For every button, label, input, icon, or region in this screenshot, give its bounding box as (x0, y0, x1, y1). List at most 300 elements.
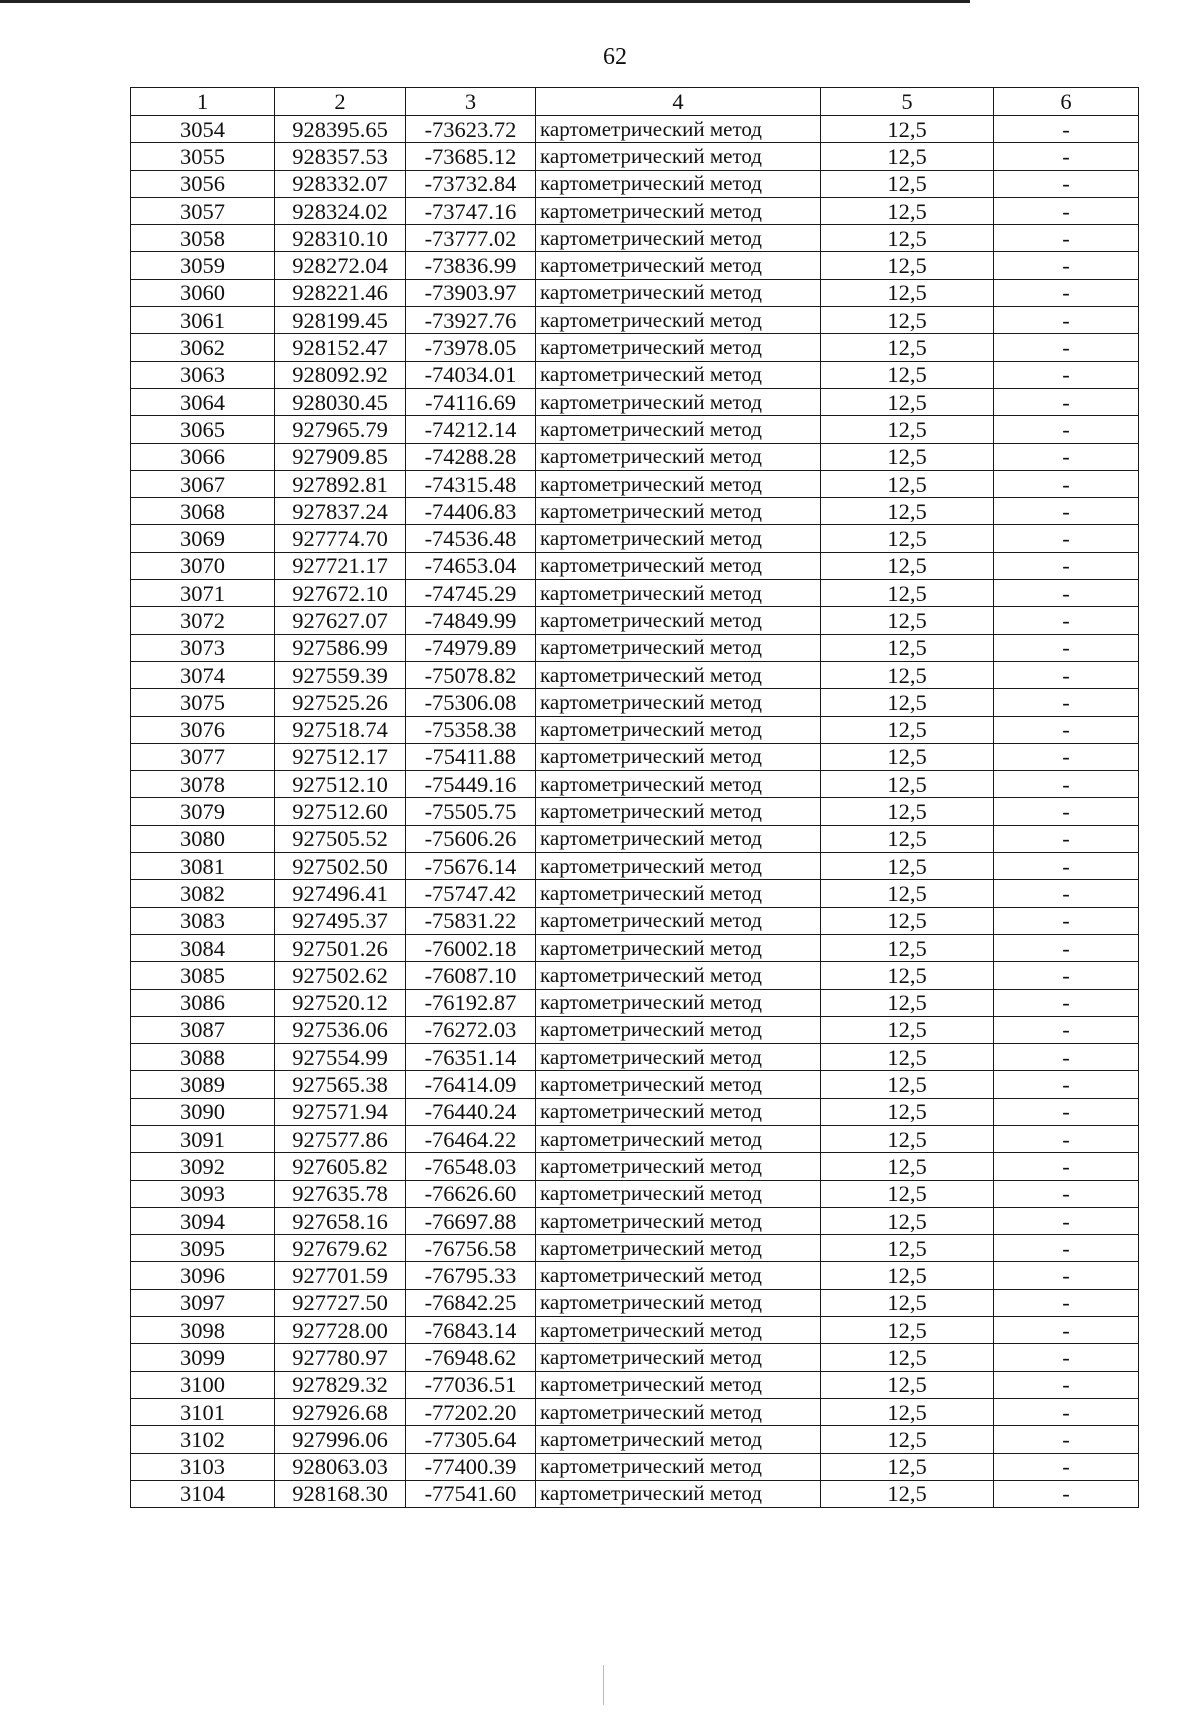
cell-coordinate-y: -76756.58 (406, 1235, 536, 1262)
table-row (131, 853, 1139, 880)
cell-coordinate-y: -73747.16 (406, 197, 536, 224)
cell-method: картометрический метод (536, 1044, 821, 1071)
cell-accuracy: 12,5 (821, 1453, 994, 1480)
cell-note: - (994, 416, 1139, 443)
cell-coordinate-x: 927502.50 (275, 853, 406, 880)
cell-method: картометрический метод (536, 334, 821, 361)
cell-coordinate-y: -73903.97 (406, 279, 536, 306)
cell-accuracy: 12,5 (821, 1125, 994, 1152)
cell-coordinate-y: -73777.02 (406, 225, 536, 252)
cell-accuracy: 12,5 (821, 825, 994, 852)
cell-method: картометрический метод (536, 1262, 821, 1289)
cell-note: - (994, 907, 1139, 934)
cell-method: картометрический метод (536, 1398, 821, 1425)
cell-accuracy: 12,5 (821, 634, 994, 661)
table-row (131, 1371, 1139, 1398)
cell-coordinate-y: -74116.69 (406, 388, 536, 415)
cell-accuracy: 12,5 (821, 1480, 994, 1507)
cell-coordinate-y: -75831.22 (406, 907, 536, 934)
cell-coordinate-x: 927565.38 (275, 1071, 406, 1098)
cell-coordinate-x: 927559.39 (275, 661, 406, 688)
table-row (131, 1044, 1139, 1071)
cell-point-number: 3077 (131, 743, 275, 770)
cell-note: - (994, 580, 1139, 607)
cell-coordinate-x: 927554.99 (275, 1044, 406, 1071)
cell-coordinate-y: -76948.62 (406, 1344, 536, 1371)
cell-coordinate-y: -74406.83 (406, 498, 536, 525)
cell-coordinate-y: -76440.24 (406, 1098, 536, 1125)
cell-point-number: 3068 (131, 498, 275, 525)
cell-point-number: 3087 (131, 1016, 275, 1043)
cell-method: картометрический метод (536, 361, 821, 388)
table-row (131, 580, 1139, 607)
cell-point-number: 3074 (131, 661, 275, 688)
cell-coordinate-y: -73685.12 (406, 143, 536, 170)
table-row (131, 279, 1139, 306)
cell-note: - (994, 334, 1139, 361)
cell-accuracy: 12,5 (821, 143, 994, 170)
table-body (131, 116, 1139, 1508)
cell-point-number: 3085 (131, 962, 275, 989)
cell-note: - (994, 525, 1139, 552)
cell-coordinate-x: 927502.62 (275, 962, 406, 989)
cell-point-number: 3096 (131, 1262, 275, 1289)
cell-coordinate-x: 927892.81 (275, 470, 406, 497)
cell-coordinate-y: -73623.72 (406, 116, 536, 143)
cell-method: картометрический метод (536, 388, 821, 415)
table-row (131, 252, 1139, 279)
cell-accuracy: 12,5 (821, 771, 994, 798)
cell-method: картометрический метод (536, 1016, 821, 1043)
table-row (131, 825, 1139, 852)
cell-point-number: 3059 (131, 252, 275, 279)
table-row (131, 552, 1139, 579)
cell-point-number: 3098 (131, 1317, 275, 1344)
cell-coordinate-y: -77202.20 (406, 1398, 536, 1425)
cell-accuracy: 12,5 (821, 116, 994, 143)
cell-point-number: 3075 (131, 689, 275, 716)
cell-note: - (994, 1153, 1139, 1180)
column-header-3: 3 (406, 88, 536, 116)
cell-coordinate-y: -74288.28 (406, 443, 536, 470)
table-row (131, 143, 1139, 170)
cell-method: картометрический метод (536, 798, 821, 825)
table-row (131, 962, 1139, 989)
cell-note: - (994, 1071, 1139, 1098)
cell-point-number: 3101 (131, 1398, 275, 1425)
cell-coordinate-x: 928395.65 (275, 116, 406, 143)
cell-method: картометрический метод (536, 825, 821, 852)
cell-note: - (994, 716, 1139, 743)
cell-note: - (994, 934, 1139, 961)
cell-coordinate-x: 928030.45 (275, 388, 406, 415)
cell-method: картометрический метод (536, 1207, 821, 1234)
table-row (131, 1317, 1139, 1344)
cell-note: - (994, 552, 1139, 579)
table-row (131, 361, 1139, 388)
cell-accuracy: 12,5 (821, 1398, 994, 1425)
cell-method: картометрический метод (536, 1125, 821, 1152)
cell-method: картометрический метод (536, 143, 821, 170)
cell-accuracy: 12,5 (821, 1371, 994, 1398)
cell-note: - (994, 116, 1139, 143)
cell-accuracy: 12,5 (821, 1317, 994, 1344)
cell-point-number: 3058 (131, 225, 275, 252)
cell-point-number: 3064 (131, 388, 275, 415)
cell-method: картометрический метод (536, 307, 821, 334)
cell-point-number: 3079 (131, 798, 275, 825)
cell-coordinate-x: 927965.79 (275, 416, 406, 443)
cell-point-number: 3103 (131, 1453, 275, 1480)
table-row (131, 934, 1139, 961)
cell-note: - (994, 1235, 1139, 1262)
cell-coordinate-x: 927605.82 (275, 1153, 406, 1180)
cell-accuracy: 12,5 (821, 1098, 994, 1125)
column-header-5: 5 (821, 88, 994, 116)
cell-note: - (994, 798, 1139, 825)
cell-note: - (994, 880, 1139, 907)
cell-accuracy: 12,5 (821, 279, 994, 306)
cell-coordinate-y: -76697.88 (406, 1207, 536, 1234)
cell-coordinate-y: -75078.82 (406, 661, 536, 688)
cell-method: картометрический метод (536, 443, 821, 470)
cell-coordinate-x: 927586.99 (275, 634, 406, 661)
cell-coordinate-x: 927774.70 (275, 525, 406, 552)
cell-point-number: 3061 (131, 307, 275, 334)
cell-point-number: 3093 (131, 1180, 275, 1207)
cell-point-number: 3092 (131, 1153, 275, 1180)
column-header-4: 4 (536, 88, 821, 116)
cell-point-number: 3054 (131, 116, 275, 143)
cell-point-number: 3100 (131, 1371, 275, 1398)
cell-coordinate-x: 927512.10 (275, 771, 406, 798)
cell-note: - (994, 252, 1139, 279)
cell-accuracy: 12,5 (821, 962, 994, 989)
scan-artifact (603, 1665, 604, 1705)
cell-accuracy: 12,5 (821, 607, 994, 634)
cell-accuracy: 12,5 (821, 170, 994, 197)
cell-coordinate-y: -74745.29 (406, 580, 536, 607)
cell-point-number: 3056 (131, 170, 275, 197)
cell-coordinate-x: 927721.17 (275, 552, 406, 579)
cell-coordinate-y: -75676.14 (406, 853, 536, 880)
cell-note: - (994, 498, 1139, 525)
cell-coordinate-x: 927571.94 (275, 1098, 406, 1125)
cell-note: - (994, 1371, 1139, 1398)
table-row (131, 498, 1139, 525)
cell-accuracy: 12,5 (821, 470, 994, 497)
cell-coordinate-x: 928199.45 (275, 307, 406, 334)
cell-point-number: 3069 (131, 525, 275, 552)
cell-point-number: 3072 (131, 607, 275, 634)
cell-accuracy: 12,5 (821, 252, 994, 279)
cell-accuracy: 12,5 (821, 989, 994, 1016)
cell-accuracy: 12,5 (821, 1153, 994, 1180)
cell-coordinate-x: 928272.04 (275, 252, 406, 279)
cell-coordinate-x: 928092.92 (275, 361, 406, 388)
cell-method: картометрический метод (536, 1344, 821, 1371)
cell-coordinate-y: -76087.10 (406, 962, 536, 989)
coordinates-table (130, 87, 1139, 1508)
cell-accuracy: 12,5 (821, 661, 994, 688)
cell-note: - (994, 1098, 1139, 1125)
cell-accuracy: 12,5 (821, 1289, 994, 1316)
cell-coordinate-x: 927525.26 (275, 689, 406, 716)
cell-coordinate-x: 927518.74 (275, 716, 406, 743)
table-row (131, 607, 1139, 634)
cell-method: картометрический метод (536, 962, 821, 989)
table-row (131, 1207, 1139, 1234)
cell-coordinate-x: 928332.07 (275, 170, 406, 197)
cell-point-number: 3083 (131, 907, 275, 934)
cell-point-number: 3102 (131, 1426, 275, 1453)
cell-note: - (994, 143, 1139, 170)
cell-coordinate-y: -77305.64 (406, 1426, 536, 1453)
cell-accuracy: 12,5 (821, 907, 994, 934)
cell-accuracy: 12,5 (821, 498, 994, 525)
cell-coordinate-x: 928324.02 (275, 197, 406, 224)
cell-accuracy: 12,5 (821, 443, 994, 470)
cell-point-number: 3081 (131, 853, 275, 880)
cell-coordinate-x: 927520.12 (275, 989, 406, 1016)
cell-coordinate-x: 927501.26 (275, 934, 406, 961)
table-row (131, 716, 1139, 743)
cell-point-number: 3057 (131, 197, 275, 224)
cell-note: - (994, 279, 1139, 306)
cell-note: - (994, 1289, 1139, 1316)
cell-point-number: 3104 (131, 1480, 275, 1507)
table-row (131, 1180, 1139, 1207)
table-row (131, 880, 1139, 907)
cell-coordinate-y: -73732.84 (406, 170, 536, 197)
cell-note: - (994, 962, 1139, 989)
cell-note: - (994, 1016, 1139, 1043)
table-row (131, 1426, 1139, 1453)
cell-coordinate-y: -76548.03 (406, 1153, 536, 1180)
cell-accuracy: 12,5 (821, 934, 994, 961)
cell-accuracy: 12,5 (821, 689, 994, 716)
cell-accuracy: 12,5 (821, 416, 994, 443)
cell-point-number: 3066 (131, 443, 275, 470)
cell-method: картометрический метод (536, 689, 821, 716)
table-row (131, 116, 1139, 143)
cell-coordinate-x: 927536.06 (275, 1016, 406, 1043)
cell-method: картометрический метод (536, 1480, 821, 1507)
cell-coordinate-y: -76272.03 (406, 1016, 536, 1043)
cell-coordinate-x: 927627.07 (275, 607, 406, 634)
cell-point-number: 3089 (131, 1071, 275, 1098)
table-row (131, 170, 1139, 197)
cell-coordinate-y: -74212.14 (406, 416, 536, 443)
cell-coordinate-x: 927495.37 (275, 907, 406, 934)
cell-coordinate-x: 927505.52 (275, 825, 406, 852)
cell-method: картометрический метод (536, 116, 821, 143)
cell-method: картометрический метод (536, 1317, 821, 1344)
cell-method: картометрический метод (536, 771, 821, 798)
cell-method: картометрический метод (536, 197, 821, 224)
cell-note: - (994, 1426, 1139, 1453)
cell-coordinate-x: 927727.50 (275, 1289, 406, 1316)
cell-coordinate-y: -76843.14 (406, 1317, 536, 1344)
cell-accuracy: 12,5 (821, 716, 994, 743)
table-row (131, 743, 1139, 770)
cell-coordinate-y: -73978.05 (406, 334, 536, 361)
column-header-1: 1 (131, 88, 275, 116)
cell-note: - (994, 771, 1139, 798)
cell-method: картометрический метод (536, 1453, 821, 1480)
cell-coordinate-y: -77400.39 (406, 1453, 536, 1480)
cell-accuracy: 12,5 (821, 743, 994, 770)
cell-point-number: 3086 (131, 989, 275, 1016)
cell-coordinate-x: 927837.24 (275, 498, 406, 525)
cell-accuracy: 12,5 (821, 225, 994, 252)
cell-point-number: 3084 (131, 934, 275, 961)
cell-coordinate-x: 927701.59 (275, 1262, 406, 1289)
cell-coordinate-y: -74034.01 (406, 361, 536, 388)
cell-coordinate-x: 927577.86 (275, 1125, 406, 1152)
cell-point-number: 3078 (131, 771, 275, 798)
cell-method: картометрический метод (536, 1071, 821, 1098)
cell-coordinate-x: 927512.17 (275, 743, 406, 770)
cell-coordinate-y: -77541.60 (406, 1480, 536, 1507)
cell-point-number: 3090 (131, 1098, 275, 1125)
cell-coordinate-y: -75505.75 (406, 798, 536, 825)
cell-point-number: 3082 (131, 880, 275, 907)
cell-method: картометрический метод (536, 743, 821, 770)
cell-note: - (994, 443, 1139, 470)
table-row (131, 907, 1139, 934)
cell-method: картометрический метод (536, 1153, 821, 1180)
cell-coordinate-x: 928152.47 (275, 334, 406, 361)
cell-point-number: 3065 (131, 416, 275, 443)
cell-coordinate-y: -76842.25 (406, 1289, 536, 1316)
cell-coordinate-x: 927728.00 (275, 1317, 406, 1344)
table-row (131, 798, 1139, 825)
cell-coordinate-y: -74315.48 (406, 470, 536, 497)
cell-coordinate-y: -76002.18 (406, 934, 536, 961)
table-row (131, 771, 1139, 798)
cell-note: - (994, 825, 1139, 852)
cell-method: картометрический метод (536, 1289, 821, 1316)
cell-coordinate-y: -75411.88 (406, 743, 536, 770)
cell-coordinate-x: 927658.16 (275, 1207, 406, 1234)
cell-note: - (994, 225, 1139, 252)
cell-coordinate-y: -74536.48 (406, 525, 536, 552)
column-header-6: 6 (994, 88, 1139, 116)
cell-method: картометрический метод (536, 989, 821, 1016)
cell-accuracy: 12,5 (821, 525, 994, 552)
cell-point-number: 3088 (131, 1044, 275, 1071)
cell-point-number: 3097 (131, 1289, 275, 1316)
table-row (131, 1125, 1139, 1152)
table-row (131, 1262, 1139, 1289)
cell-note: - (994, 1317, 1139, 1344)
cell-method: картометрический метод (536, 1235, 821, 1262)
cell-point-number: 3055 (131, 143, 275, 170)
cell-coordinate-y: -76351.14 (406, 1044, 536, 1071)
cell-note: - (994, 989, 1139, 1016)
cell-point-number: 3076 (131, 716, 275, 743)
cell-note: - (994, 743, 1139, 770)
table-row (131, 416, 1139, 443)
table-row (131, 334, 1139, 361)
cell-note: - (994, 661, 1139, 688)
cell-note: - (994, 853, 1139, 880)
cell-method: картометрический метод (536, 525, 821, 552)
cell-coordinate-y: -74849.99 (406, 607, 536, 634)
cell-note: - (994, 1453, 1139, 1480)
cell-note: - (994, 689, 1139, 716)
cell-method: картометрический метод (536, 1180, 821, 1207)
cell-note: - (994, 1398, 1139, 1425)
cell-note: - (994, 1180, 1139, 1207)
cell-coordinate-y: -73836.99 (406, 252, 536, 279)
cell-coordinate-x: 927996.06 (275, 1426, 406, 1453)
cell-coordinate-y: -76192.87 (406, 989, 536, 1016)
table-row (131, 634, 1139, 661)
table-row (131, 1453, 1139, 1480)
cell-method: картометрический метод (536, 934, 821, 961)
table-row (131, 1398, 1139, 1425)
cell-method: картометрический метод (536, 907, 821, 934)
cell-point-number: 3063 (131, 361, 275, 388)
cell-accuracy: 12,5 (821, 1262, 994, 1289)
cell-coordinate-x: 927496.41 (275, 880, 406, 907)
cell-method: картометрический метод (536, 1371, 821, 1398)
cell-method: картометрический метод (536, 498, 821, 525)
cell-accuracy: 12,5 (821, 880, 994, 907)
cell-coordinate-x: 928310.10 (275, 225, 406, 252)
cell-coordinate-y: -75306.08 (406, 689, 536, 716)
cell-note: - (994, 470, 1139, 497)
cell-method: картометрический метод (536, 580, 821, 607)
cell-note: - (994, 1262, 1139, 1289)
table-row (131, 470, 1139, 497)
top-scan-border (0, 0, 970, 3)
cell-accuracy: 12,5 (821, 853, 994, 880)
table-row (131, 1098, 1139, 1125)
cell-coordinate-y: -75606.26 (406, 825, 536, 852)
cell-coordinate-x: 927926.68 (275, 1398, 406, 1425)
header-row (131, 88, 1139, 116)
cell-note: - (994, 388, 1139, 415)
cell-coordinate-x: 927679.62 (275, 1235, 406, 1262)
table-row (131, 197, 1139, 224)
cell-accuracy: 12,5 (821, 580, 994, 607)
cell-coordinate-y: -76626.60 (406, 1180, 536, 1207)
table-row (131, 1344, 1139, 1371)
table-row (131, 388, 1139, 415)
cell-method: картометрический метод (536, 416, 821, 443)
cell-note: - (994, 1125, 1139, 1152)
cell-coordinate-x: 927512.60 (275, 798, 406, 825)
cell-note: - (994, 361, 1139, 388)
cell-coordinate-y: -77036.51 (406, 1371, 536, 1398)
cell-method: картометрический метод (536, 552, 821, 579)
table-row (131, 443, 1139, 470)
table-row (131, 1071, 1139, 1098)
cell-point-number: 3062 (131, 334, 275, 361)
cell-coordinate-x: 928221.46 (275, 279, 406, 306)
cell-method: картометрический метод (536, 880, 821, 907)
cell-coordinate-x: 928063.03 (275, 1453, 406, 1480)
cell-coordinate-y: -75449.16 (406, 771, 536, 798)
table-row (131, 1480, 1139, 1507)
cell-note: - (994, 170, 1139, 197)
cell-method: картометрический метод (536, 225, 821, 252)
cell-accuracy: 12,5 (821, 388, 994, 415)
cell-point-number: 3060 (131, 279, 275, 306)
